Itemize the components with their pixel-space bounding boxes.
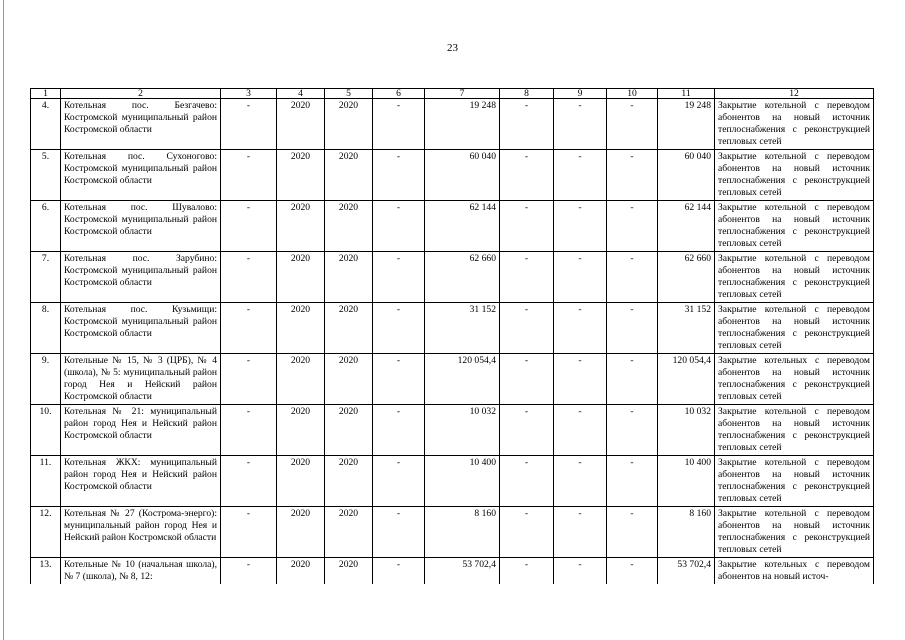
cost-cell: 62 660 xyxy=(425,252,500,303)
column-header: 7 xyxy=(425,89,500,99)
start-year-cell: 2020 xyxy=(277,456,325,507)
col9-cell: - xyxy=(554,252,607,303)
action-description-cell: Закрытие котельной с переводом абонентов на новый источник теплоснабжения с реконструкцией тепловых сетей xyxy=(715,99,874,150)
col3-cell: - xyxy=(221,201,277,252)
action-description-cell: Закрытие котельных с переводом абонентов на новый источ- xyxy=(715,558,874,585)
total-cell: 10 400 xyxy=(658,456,715,507)
col8-cell: - xyxy=(500,303,554,354)
action-description-cell: Закрытие котельных с переводом абонентов на новый источник теплоснабжения с реконструкцией тепловых сетей xyxy=(715,354,874,405)
end-year-cell: 2020 xyxy=(325,150,373,201)
column-header: 9 xyxy=(554,89,607,99)
end-year-cell: 2020 xyxy=(325,507,373,558)
col3-cell: - xyxy=(221,252,277,303)
table-row xyxy=(31,558,874,585)
row-number-cell: 11. xyxy=(31,456,61,507)
table-row xyxy=(31,150,874,201)
col6-cell: - xyxy=(373,456,425,507)
total-cell: 10 032 xyxy=(658,405,715,456)
column-header: 3 xyxy=(221,89,277,99)
col3-cell: - xyxy=(221,99,277,150)
column-header: 2 xyxy=(61,89,221,99)
start-year-cell: 2020 xyxy=(277,99,325,150)
col10-cell: - xyxy=(607,456,658,507)
column-header: 1 xyxy=(31,89,61,99)
end-year-cell: 2020 xyxy=(325,456,373,507)
col6-cell: - xyxy=(373,354,425,405)
col10-cell: - xyxy=(607,150,658,201)
col9-cell: - xyxy=(554,558,607,585)
action-description-cell: Закрытие котельной с переводом абонентов на новый источник теплоснабжения с реконструкцией тепловых сетей xyxy=(715,456,874,507)
action-description-cell: Закрытие котельной с переводом абонентов на новый источник теплоснабжения с реконструкцией тепловых сетей xyxy=(715,201,874,252)
total-cell: 62 144 xyxy=(658,201,715,252)
col9-cell: - xyxy=(554,456,607,507)
col3-cell: - xyxy=(221,354,277,405)
col9-cell: - xyxy=(554,201,607,252)
row-number-cell: 13. xyxy=(31,558,61,585)
cost-cell: 60 040 xyxy=(425,150,500,201)
col9-cell: - xyxy=(554,99,607,150)
col3-cell: - xyxy=(221,456,277,507)
boiler-name-cell: Котельная № 21: муниципальный район город Нея и Нейский район Костромской области xyxy=(61,405,221,456)
table-row xyxy=(31,99,874,150)
total-cell: 19 248 xyxy=(658,99,715,150)
row-number-cell: 10. xyxy=(31,405,61,456)
row-number-cell: 8. xyxy=(31,303,61,354)
col6-cell: - xyxy=(373,507,425,558)
column-header: 12 xyxy=(715,89,874,99)
col8-cell: - xyxy=(500,354,554,405)
col10-cell: - xyxy=(607,201,658,252)
col6-cell: - xyxy=(373,405,425,456)
col10-cell: - xyxy=(607,507,658,558)
col3-cell: - xyxy=(221,558,277,585)
col9-cell: - xyxy=(554,354,607,405)
column-header: 6 xyxy=(373,89,425,99)
col8-cell: - xyxy=(500,507,554,558)
col10-cell: - xyxy=(607,303,658,354)
boiler-name-cell: Котельная пос. Шувалово: Костромской муниципальный район Костромской области xyxy=(61,201,221,252)
boiler-name-cell: Котельная № 27 (Кострома-энерго): муниципальный район город Нея и Нейский район Костромской области xyxy=(61,507,221,558)
table-row xyxy=(31,354,874,405)
column-header: 5 xyxy=(325,89,373,99)
end-year-cell: 2020 xyxy=(325,558,373,585)
col6-cell: - xyxy=(373,303,425,354)
table-row xyxy=(31,456,874,507)
cost-cell: 53 702,4 xyxy=(425,558,500,585)
action-description-cell: Закрытие котельной с переводом абонентов на новый источник теплоснабжения с реконструкцией тепловых сетей xyxy=(715,252,874,303)
col9-cell: - xyxy=(554,303,607,354)
column-header: 11 xyxy=(658,89,715,99)
boiler-name-cell: Котельная пос. Сухоногово: Костромской муниципальный район Костромской области xyxy=(61,150,221,201)
cost-cell: 31 152 xyxy=(425,303,500,354)
end-year-cell: 2020 xyxy=(325,405,373,456)
row-number-cell: 5. xyxy=(31,150,61,201)
table-row xyxy=(31,507,874,558)
boiler-name-cell: Котельная пос. Безгачево: Костромской муниципальный район Костромской области xyxy=(61,99,221,150)
col10-cell: - xyxy=(607,252,658,303)
start-year-cell: 2020 xyxy=(277,201,325,252)
col9-cell: - xyxy=(554,507,607,558)
start-year-cell: 2020 xyxy=(277,252,325,303)
col10-cell: - xyxy=(607,354,658,405)
boiler-name-cell: Котельные № 15, № 3 (ЦРБ), № 4 (школа), № 5: муниципальный район город Нея и Нейский район Костромской области xyxy=(61,354,221,405)
boiler-name-cell: Котельные № 10 (начальная школа), № 7 (школа), № 8, 12: xyxy=(61,558,221,585)
start-year-cell: 2020 xyxy=(277,303,325,354)
total-cell: 31 152 xyxy=(658,303,715,354)
action-description-cell: Закрытие котельной с переводом абонентов на новый источник теплоснабжения с реконструкцией тепловых сетей xyxy=(715,405,874,456)
col8-cell: - xyxy=(500,558,554,585)
col9-cell: - xyxy=(554,405,607,456)
col6-cell: - xyxy=(373,201,425,252)
boiler-name-cell: Котельная пос. Зарубино: Костромской муниципальный район Костромской области xyxy=(61,252,221,303)
row-number-cell: 4. xyxy=(31,99,61,150)
heating-table xyxy=(30,88,874,584)
cost-cell: 10 400 xyxy=(425,456,500,507)
col8-cell: - xyxy=(500,150,554,201)
table-row xyxy=(31,252,874,303)
col8-cell: - xyxy=(500,252,554,303)
column-number-row xyxy=(31,89,874,99)
start-year-cell: 2020 xyxy=(277,405,325,456)
cost-cell: 62 144 xyxy=(425,201,500,252)
col8-cell: - xyxy=(500,456,554,507)
total-cell: 53 702,4 xyxy=(658,558,715,585)
total-cell: 62 660 xyxy=(658,252,715,303)
col3-cell: - xyxy=(221,303,277,354)
column-header: 8 xyxy=(500,89,554,99)
end-year-cell: 2020 xyxy=(325,252,373,303)
col8-cell: - xyxy=(500,405,554,456)
action-description-cell: Закрытие котельной с переводом абонентов на новый источник теплоснабжения с реконструкцией тепловых сетей xyxy=(715,150,874,201)
column-header: 4 xyxy=(277,89,325,99)
action-description-cell: Закрытие котельной с переводом абонентов на новый источник теплоснабжения с реконструкцией тепловых сетей xyxy=(715,507,874,558)
start-year-cell: 2020 xyxy=(277,507,325,558)
row-number-cell: 9. xyxy=(31,354,61,405)
end-year-cell: 2020 xyxy=(325,354,373,405)
cost-cell: 10 032 xyxy=(425,405,500,456)
row-number-cell: 12. xyxy=(31,507,61,558)
row-number-cell: 7. xyxy=(31,252,61,303)
col6-cell: - xyxy=(373,252,425,303)
table-row xyxy=(31,201,874,252)
total-cell: 60 040 xyxy=(658,150,715,201)
col8-cell: - xyxy=(500,201,554,252)
start-year-cell: 2020 xyxy=(277,354,325,405)
col6-cell: - xyxy=(373,99,425,150)
table-row xyxy=(31,303,874,354)
col3-cell: - xyxy=(221,405,277,456)
total-cell: 8 160 xyxy=(658,507,715,558)
col10-cell: - xyxy=(607,99,658,150)
page-number: 23 xyxy=(447,42,458,54)
boiler-name-cell: Котельная ЖКХ: муниципальный район город Нея и Нейский район Костромской области xyxy=(61,456,221,507)
col8-cell: - xyxy=(500,99,554,150)
total-cell: 120 054,4 xyxy=(658,354,715,405)
end-year-cell: 2020 xyxy=(325,303,373,354)
end-year-cell: 2020 xyxy=(325,99,373,150)
page-edge-line xyxy=(3,0,4,640)
col6-cell: - xyxy=(373,150,425,201)
col6-cell: - xyxy=(373,558,425,585)
boiler-name-cell: Котельная пос. Кузьмищи: Костромской муниципальный район Костромской области xyxy=(61,303,221,354)
action-description-cell: Закрытие котельной с переводом абонентов на новый источник теплоснабжения с реконструкцией тепловых сетей xyxy=(715,303,874,354)
column-header: 10 xyxy=(607,89,658,99)
col3-cell: - xyxy=(221,150,277,201)
col10-cell: - xyxy=(607,405,658,456)
cost-cell: 8 160 xyxy=(425,507,500,558)
col3-cell: - xyxy=(221,507,277,558)
table-row xyxy=(31,405,874,456)
start-year-cell: 2020 xyxy=(277,558,325,585)
start-year-cell: 2020 xyxy=(277,150,325,201)
col10-cell: - xyxy=(607,558,658,585)
row-number-cell: 6. xyxy=(31,201,61,252)
cost-cell: 120 054,4 xyxy=(425,354,500,405)
end-year-cell: 2020 xyxy=(325,201,373,252)
col9-cell: - xyxy=(554,150,607,201)
cost-cell: 19 248 xyxy=(425,99,500,150)
